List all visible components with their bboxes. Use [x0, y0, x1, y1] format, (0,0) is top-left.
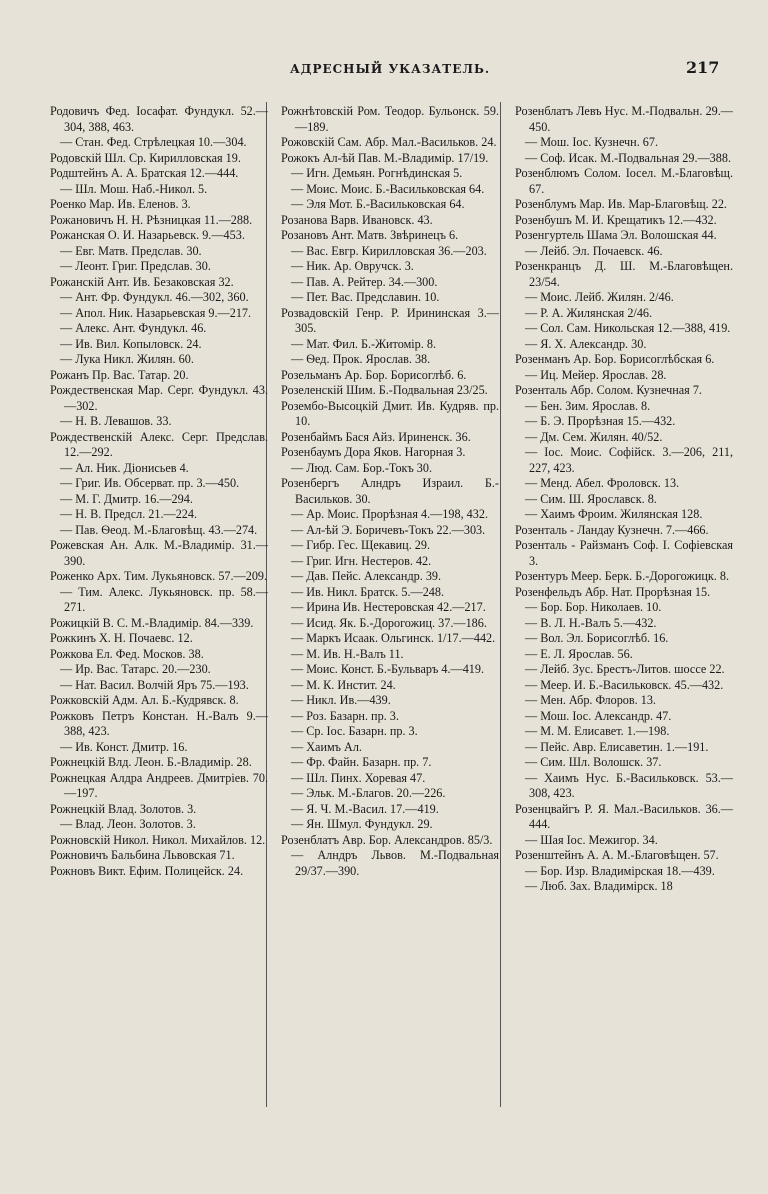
directory-entry: — Григ. Игн. Нестеров. 42.: [291, 553, 432, 568]
directory-entry: — Ал-ѣй Э. Боричевъ-Токъ 22.—303.: [291, 522, 486, 537]
directory-entry: — Пав. А. Рейтер. 34.—300.: [291, 274, 438, 289]
directory-entry: Рожановичъ Н. Н. Рѣзницкая 11.—288.: [50, 212, 253, 227]
directory-entry: — Соф. Исак. М.-Подвальная 29.—388.: [525, 150, 732, 165]
directory-entry: Розенблатъ Авр. Бор. Александров. 85/3.: [281, 832, 493, 847]
directory-entry: — Сол. Сам. Никольская 12.—388, 419.: [525, 321, 731, 335]
directory-entry: Рожовскій Сам. Абр. Мал.-Васильков. 24.: [281, 135, 497, 149]
directory-entry: — Ант. Фр. Фундукл. 46.—302, 360.: [60, 290, 249, 304]
directory-entry: — Мен. Абр. Флоров. 13.: [525, 693, 656, 707]
directory-entry: — Маркъ Исаак. Ольгинск. 1/17.—442.: [291, 631, 496, 645]
directory-entry: — Ив. Вил. Копыловск. 24.: [60, 336, 202, 351]
directory-entry: — Алндръ Львов. М.-Подвальная 29/37.—390.: [291, 848, 499, 878]
directory-entry: — Дм. Сем. Жилян. 40/52.: [525, 429, 663, 444]
directory-entry: Рожнецкій Влад. Золотов. 3.: [50, 801, 197, 816]
directory-entry: Розенблюмъ Солом. Iосел. М.-Благовѣщ. 67.: [515, 166, 733, 196]
directory-entry: — Ив. Конст. Дмитр. 16.: [60, 739, 188, 754]
directory-entry: Рожновичъ Бальбина Львовская 71.: [50, 848, 235, 862]
directory-entry: Рожковскій Адм. Ал. Б.-Кудрявск. 8.: [50, 693, 239, 707]
directory-entry: — Iос. Моис. Софійск. 3.—206, 211, 227, 423.: [525, 445, 733, 475]
directory-entry: Рожковъ Петръ Констан. Н.-Валъ 9.—388, 423.: [50, 708, 268, 738]
directory-entry: Розеленскій Шим. Б.-Подвальная 23/25.: [281, 383, 488, 397]
directory-entry: — Ирина Ив. Нестеровская 42.—217.: [291, 600, 486, 614]
directory-entry: Роженко Арх. Тим. Лукьяновск. 57.—209.: [50, 569, 268, 583]
directory-entry: — Гибр. Гес. Щекавиц. 29.: [291, 538, 431, 552]
directory-entry: — Бор. Бор. Николаев. 10.: [525, 600, 662, 614]
directory-entry: — Хаимъ Фроим. Жилянская 128.: [525, 507, 703, 521]
directory-entry: — Роз. Базарн. пр. 3.: [291, 708, 399, 723]
directory-entry: — Н. В. Левашов. 33.: [60, 414, 172, 428]
directory-entry: Розенштейнъ А. А. М.-Благовѣщен. 57.: [515, 848, 719, 862]
directory-entry: Родовичъ Фед. Iосафат. Фундукл. 52.—304, 388, 463.: [50, 104, 268, 134]
directory-entry: — Ир. Вас. Татарс. 20.—230.: [60, 662, 211, 676]
directory-entry: Роенко Мар. Ив. Еленов. 3.: [50, 197, 191, 211]
directory-entry: — Моис. Моис. Б.-Васильковская 64.: [291, 181, 485, 196]
directory-entry: Рожнецкая Алдра Андреев. Дмитріев. 70.—197.: [50, 770, 268, 800]
directory-entry: — Фр. Файн. Базарн. пр. 7.: [291, 755, 432, 769]
directory-entry: Родовскій Шл. Ср. Кирилловская 19.: [50, 150, 241, 165]
directory-entry: — Шая Iос. Межигор. 34.: [525, 832, 658, 847]
directory-entry: — Алекс. Ант. Фундукл. 46.: [60, 321, 207, 335]
directory-entry: — Эля Мот. Б.-Васильковская 64.: [291, 197, 465, 211]
directory-entry: — Люб. Зах. Владимірск. 18: [525, 879, 673, 893]
directory-entry: Рожнецкій Влд. Леон. Б.-Владимір. 28.: [50, 755, 252, 769]
directory-entry: — Хаимъ Нус. Б.-Васильковск. 53.—308, 423.: [525, 770, 733, 800]
directory-entry: — Тим. Алекс. Лукьяновск. пр. 58.—271.: [60, 584, 268, 614]
directory-entry: Рожновскій Никол. Никол. Михайлов. 12.: [50, 832, 266, 847]
directory-entry: — Апол. Ник. Назарьевская 9.—217.: [60, 305, 252, 320]
directory-entry: Рожанъ Пр. Вас. Татар. 20.: [50, 367, 189, 382]
directory-entry: Розенбушъ М. И. Крещатикъ 12.—432.: [515, 212, 717, 227]
directory-entry: — Н. В. Предсл. 21.—224.: [60, 507, 198, 521]
directory-entry: Розенцвайгъ Р. Я. Мал.-Васильков. 36.—444.: [515, 801, 733, 831]
directory-entry: — Ник. Ар. Овручск. 3.: [291, 259, 414, 273]
directory-entry: — Игн. Демьян. Рогнѣдинская 5.: [291, 166, 463, 180]
directory-entry: — Ар. Моис. Прорѣзная 4.—198, 432.: [291, 507, 489, 521]
directory-entry: Рожицкій В. С. М.-Владимір. 84.—339.: [50, 615, 254, 630]
directory-entry: — Мош. Iос. Александр. 47.: [525, 708, 672, 723]
directory-entry: — Б. Э. Прорѣзная 15.—432.: [525, 414, 676, 428]
column-middle: [281, 104, 499, 879]
directory-entry: Рожкова Ел. Фед. Москов. 38.: [50, 646, 204, 661]
directory-entry: — М. К. Инстит. 24.: [291, 677, 396, 692]
directory-entry: — М. Г. Дмитр. 16.—294.: [60, 491, 193, 506]
directory-entry: Розенталь - Райзманъ Соф. I. Софіевская 3.: [515, 538, 733, 568]
directory-entry: — Е. Л. Ярослав. 56.: [525, 646, 633, 661]
directory-entry: — Бор. Изр. Владимірская 18.—439.: [525, 863, 715, 878]
directory-entry: — В. Л. Н.-Валъ 5.—432.: [525, 615, 657, 630]
directory-entry: Розенфельдъ Абр. Нат. Прорѣзная 15.: [515, 584, 711, 599]
directory-entry: — Леонт. Григ. Предслав. 30.: [60, 259, 211, 273]
directory-entry: Розенгуртель Шама Эл. Волошская 44.: [515, 228, 717, 242]
directory-entry: — Ѳед. Прок. Ярослав. 38.: [291, 352, 431, 366]
directory-entry: Рождественскій Алекс. Серг. Предслав. 12.—292.: [50, 429, 268, 459]
directory-entry: Розенбаумъ Дора Яков. Нагорная 3.: [281, 445, 466, 459]
directory-entry: — Ян. Шмул. Фундукл. 29.: [291, 817, 433, 831]
directory-entry: — Шл. Мош. Наб.-Никол. 5.: [60, 181, 208, 196]
directory-entry: — Меер. И. Б.-Васильковск. 45.—432.: [525, 677, 724, 692]
directory-entry: — Исид. Як. Б.-Дорогожиц. 37.—186.: [291, 615, 487, 630]
directory-entry: — Ал. Ник. Діонисьев 4.: [60, 460, 189, 475]
directory-entry: — Менд. Абел. Фроловск. 13.: [525, 476, 680, 490]
directory-entry: Рожкинъ Х. Н. Почаевс. 12.: [50, 631, 193, 645]
directory-entry: — М. М. Елисавет. 1.—198.: [525, 724, 670, 738]
column-right: [515, 104, 733, 895]
directory-entry: Розенманъ Ар. Бор. Борисоглѣбская 6.: [515, 352, 715, 366]
directory-entry: Рожанская О. И. Назарьевск. 9.—453.: [50, 228, 245, 242]
directory-entry: — Ив. Никл. Братск. 5.—248.: [291, 584, 445, 599]
directory-entry: — Сим. Шл. Волошск. 37.: [525, 755, 662, 769]
directory-entry: Розенбаймъ Бася Айз. Ириненск. 36.: [281, 429, 471, 444]
directory-entry: — Пав. Ѳеод. М.-Благовѣщ. 43.—274.: [60, 522, 258, 537]
directory-entry: — Моис. Конст. Б.-Бульваръ 4.—419.: [291, 662, 485, 676]
directory-entry: Розвадовскій Генр. Р. Ирининская 3.—305.: [281, 305, 499, 335]
directory-entry: Розенталь - Ландау Кузнечн. 7.—466.: [515, 522, 709, 537]
directory-entry: — Лука Никл. Жилян. 60.: [60, 352, 194, 366]
directory-entry: Рожокъ Ал-ѣй Пав. М.-Владимір. 17/19.: [281, 150, 489, 165]
directory-entry: Рожанскій Ант. Ив. Безаковская 32.: [50, 274, 234, 289]
directory-entry: — Влад. Леон. Золотов. 3.: [60, 817, 196, 831]
directory-entry: — Люд. Сам. Бор.-Токъ 30.: [291, 460, 433, 475]
directory-entry: — Стан. Фед. Стрѣлецкая 10.—304.: [60, 135, 247, 149]
page-number: 217: [686, 58, 720, 77]
directory-entry: — Григ. Ив. Обсерват. пр. 3.—450.: [60, 476, 240, 490]
directory-entry: Розенталь Абр. Солом. Кузнечная 7.: [515, 383, 702, 397]
directory-entry: — Мат. Фил. Б.-Житомір. 8.: [291, 336, 436, 351]
page-header: [0, 58, 768, 82]
directory-entry: Розенблатъ Левъ Нус. М.-Подвальн. 29.—450.: [515, 104, 733, 134]
directory-entry: Рожевская Ан. Алк. М.-Владимір. 31.—390.: [50, 538, 268, 568]
directory-entry: — Вол. Эл. Борисоглѣб. 16.: [525, 631, 669, 645]
directory-entry: — Вас. Евгр. Кирилловская 36.—203.: [291, 243, 487, 258]
directory-entry: — Дав. Пейс. Александр. 39.: [291, 569, 442, 583]
directory-entry: — Иц. Мейер. Ярослав. 28.: [525, 367, 667, 382]
directory-entry: Родштейнъ А. А. Братская 12.—444.: [50, 166, 239, 180]
directory-entry: — Сим. Ш. Ярославск. 8.: [525, 491, 657, 506]
directory-entry: — Я. Х. Александр. 30.: [525, 336, 647, 351]
directory-entry: — Мош. Iос. Кузнечн. 67.: [525, 135, 659, 149]
directory-entry: Розановъ Ант. Матв. Звѣринецъ 6.: [281, 228, 459, 242]
directory-entry: Розанова Варв. Ивановск. 43.: [281, 212, 433, 227]
directory-entry: — М. Ив. Н.-Валъ 11.: [291, 646, 404, 661]
directory-entry: — Бен. Зим. Ярослав. 8.: [525, 398, 651, 413]
directory-entry: Розенбергъ Алндръ Израил. Б.-Васильков. 30.: [281, 476, 499, 506]
directory-entry: Розентуръ Меер. Берк. Б.-Дорогожицк. 8.: [515, 569, 730, 583]
directory-entry: Розембо-Высоцкій Дмит. Ив. Кудряв. пр. 10.: [281, 398, 499, 428]
directory-entry: — Пейс. Авр. Елисаветин. 1.—191.: [525, 739, 709, 754]
directory-entry: Рожнѣтовскій Ром. Теодор. Бульонск. 59.—189.: [281, 104, 499, 134]
directory-entry: — Ср. Iос. Базарн. пр. 3.: [291, 724, 418, 738]
directory-entry: Рождественская Мар. Серг. Фундукл. 43.—302.: [50, 383, 268, 413]
directory-entry: — Никл. Ив.—439.: [291, 693, 391, 707]
directory-entry: — Я. Ч. М.-Васил. 17.—419.: [291, 801, 439, 816]
directory-entry: — Пет. Вас. Предславин. 10.: [291, 290, 440, 304]
directory-entry: — Хаимъ Ал.: [291, 739, 362, 754]
directory-entry: — Шл. Пинх. Хоревая 47.: [291, 770, 426, 785]
running-title: АДРЕСНЫЙ УКАЗАТЕЛЬ.: [290, 62, 491, 76]
directory-entry: — Эльк. М.-Благов. 20.—226.: [291, 786, 446, 800]
directory-entry: Розельманъ Ар. Бор. Борисоглѣб. 6.: [281, 367, 467, 382]
column-left: [50, 104, 268, 879]
directory-entry: — Евг. Матв. Предслав. 30.: [60, 243, 202, 258]
directory-entry: — Лейб. Эл. Почаевск. 46.: [525, 243, 663, 258]
directory-entry: — Нат. Васил. Волчій Яръ 75.—193.: [60, 677, 249, 692]
directory-entry: — Лейб. Зус. Брестъ-Литов. шоссе 22.: [525, 662, 725, 676]
directory-entry: — Р. А. Жилянская 2/46.: [525, 305, 653, 320]
column-rule: [500, 102, 501, 1107]
directory-entry: — Моис. Лейб. Жилян. 2/46.: [525, 290, 674, 304]
directory-entry: Розенблумъ Мар. Ив. Мар-Благовѣщ. 22.: [515, 197, 727, 211]
directory-entry: Рожновъ Викт. Ефим. Полицейск. 24.: [50, 863, 244, 878]
directory-entry: Розенкранцъ Д. Ш. М.-Благовѣщен. 23/54.: [515, 259, 733, 289]
